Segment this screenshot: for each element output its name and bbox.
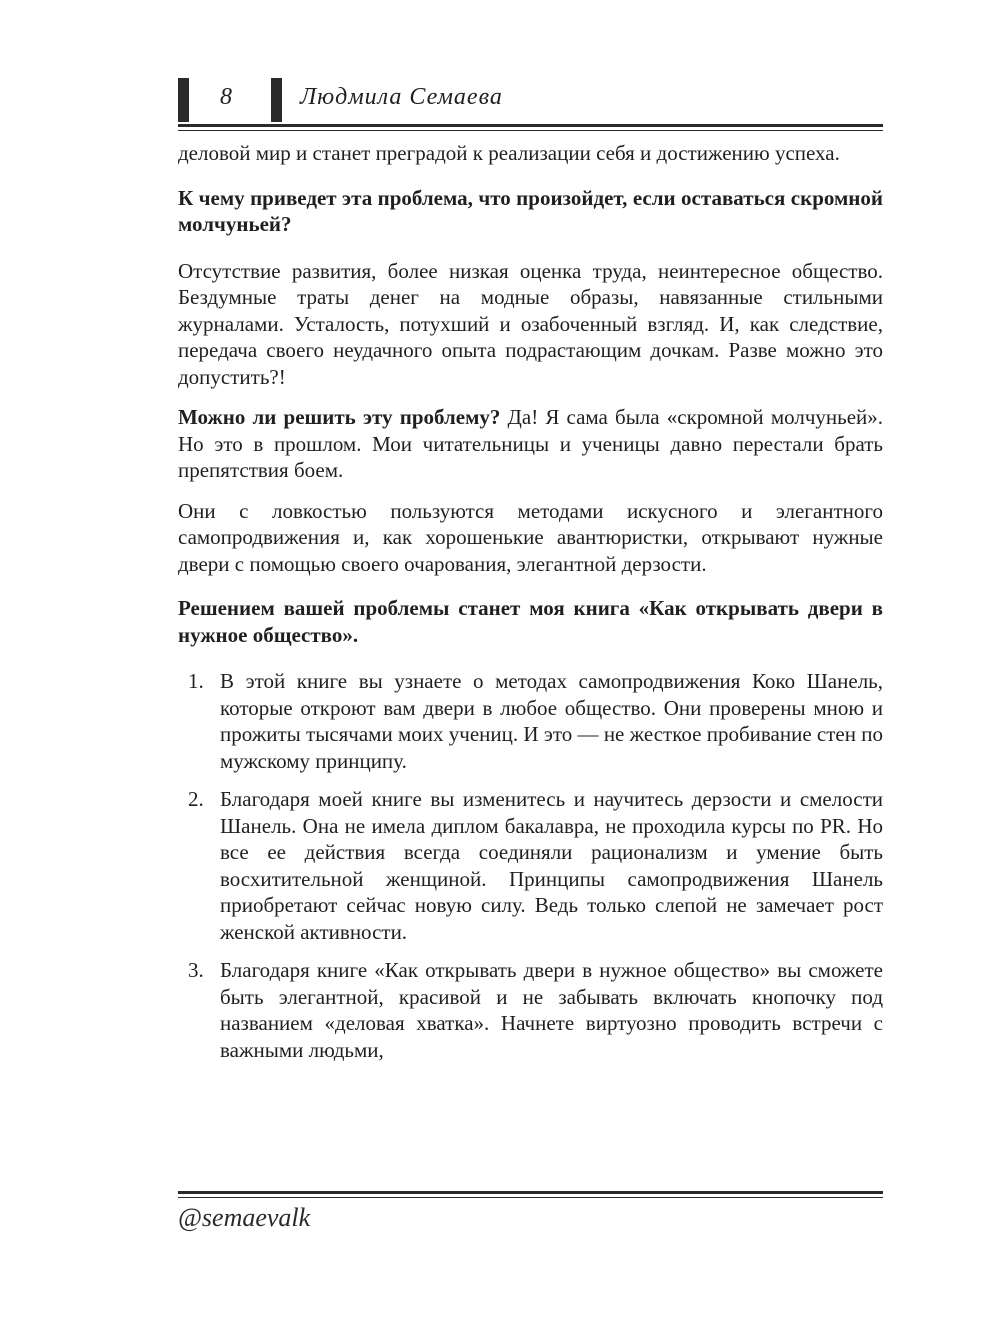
list-item-text: Благодаря книге «Как открывать двери в нужное общество» вы сможете быть элегантной, красивой и не забывать включать кнопочку под названием «деловая хватка». Начнете виртуозно проводить встречи с важными людьми, bbox=[220, 958, 883, 1062]
list-number: 1. bbox=[188, 669, 204, 693]
list-item bbox=[178, 786, 883, 945]
question-heading: К чему приведет эта проблема, что произойдет, если оставаться скромной молчуньей? bbox=[178, 185, 883, 236]
paragraph: Они с ловкостью пользуются методами искусного и элегантного самопродвижения и, как хорошенькие авантюристки, открывают нужные двери с помощью своего очарования, элегантной дерзости. bbox=[178, 498, 883, 576]
numbered-list bbox=[178, 668, 883, 1063]
header-bar-left bbox=[178, 78, 189, 122]
footer-rule-thin bbox=[178, 1197, 883, 1198]
social-handle: @semaevalk bbox=[178, 1203, 311, 1232]
list-item-text: В этой книге вы узнаете о методах самопродвижения Коко Шанель, которые откроют вам двери в любое общество. Они проверены мною и прожиты тысячами моих учениц. И это — не жесткое пробивание стен по мужскому принципу. bbox=[220, 669, 883, 773]
header-rule-thick bbox=[178, 124, 883, 127]
page-number: 8 bbox=[220, 84, 232, 110]
list-number: 3. bbox=[188, 958, 204, 982]
list-number: 2. bbox=[188, 787, 204, 811]
header-bar-divider bbox=[271, 78, 282, 122]
paragraph: Отсутствие развития, более низкая оценка труда, неинтересное общество. Бездумные траты денег на модные образы, навязанные стильными журналами. Усталость, потухший и озабоченный взгляд. И, как следствие, передача своего неудачного опыта подрастающим дочкам. Разве можно это допустить?! bbox=[178, 258, 883, 389]
list-item bbox=[178, 668, 883, 774]
paragraph-text: Да! Я сама была «скромной молчуньей». Но это в прошлом. Мои читательницы и ученицы давно перестали брать препятствия боем. bbox=[178, 405, 883, 482]
paragraph: деловой мир и станет преградой к реализации себя и достижению успеха. bbox=[178, 141, 840, 165]
author-name: Людмила Семаева bbox=[300, 84, 503, 110]
page-body bbox=[178, 140, 883, 1075]
running-header bbox=[178, 72, 883, 130]
bold-question: Можно ли решить эту проблему? bbox=[178, 405, 501, 429]
list-item-text: Благодаря моей книге вы изменитесь и научитесь дерзости и смелости Шанель. Она не имела диплом бакалавра, не проходила курсы по PR. Но все ее действия всегда соединяли рационализм и умение быть восхитительной женщиной. Принципы самопродвижения Шанель приобретают сейчас новую силу. Ведь только слепой не замечает рост женской активности. bbox=[220, 787, 883, 944]
footer-rule-thick bbox=[178, 1191, 883, 1194]
solution-heading: Решением вашей проблемы станет моя книга «Как открывать двери в нужное общество». bbox=[178, 596, 883, 647]
paragraph bbox=[178, 404, 883, 484]
header-rule-thin bbox=[178, 130, 883, 131]
list-item bbox=[178, 957, 883, 1063]
